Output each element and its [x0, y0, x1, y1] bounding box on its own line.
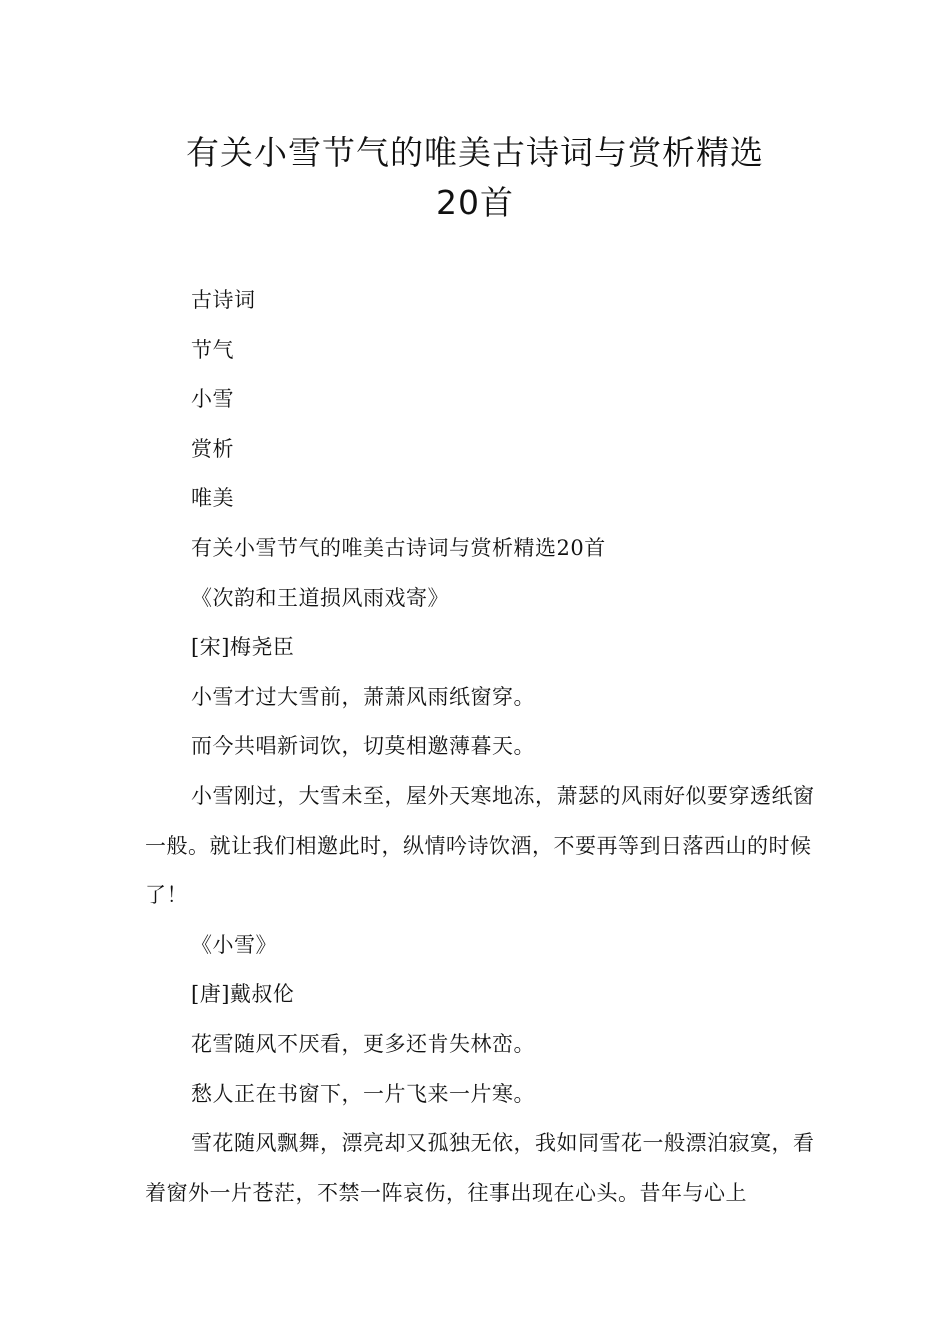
poem-line: 小雪才过大雪前，萧萧风雨纸窗穿。	[191, 684, 535, 709]
keyword-paragraph: 节气	[191, 337, 234, 362]
poem-author: [宋]梅尧臣	[191, 635, 295, 660]
keyword-paragraph: 唯美	[191, 486, 234, 511]
poem-line: 而今共唱新词饮，切莫相邀薄暮天。	[191, 734, 535, 759]
poem-line: 花雪随风不厌看，更多还肯失林峦。	[191, 1031, 535, 1056]
poem-line: 愁人正在书窗下，一片飞来一片寒。	[191, 1081, 535, 1106]
poem-author: [唐]戴叔伦	[191, 982, 295, 1007]
poem-title: 《小雪》	[191, 932, 277, 957]
title-line-2: 20首	[436, 183, 514, 222]
subtitle-paragraph: 有关小雪节气的唯美古诗词与赏析精选20首	[191, 535, 606, 560]
document-title	[100, 128, 850, 228]
poem-title: 《次韵和王道损风雨戏寄》	[191, 585, 449, 610]
poem-analysis: 小雪刚过，大雪未至，屋外天寒地冻，萧瑟的风雨好似要穿透纸窗一般。就让我们相邀此时，纵情吟诗饮酒，不要再等到日落西山的时候了！	[145, 783, 815, 908]
keyword-paragraph: 古诗词	[191, 288, 256, 312]
document-body	[145, 276, 835, 1218]
keyword-paragraph: 小雪	[191, 387, 234, 412]
title-line-1: 有关小雪节气的唯美古诗词与赏析精选	[186, 133, 764, 172]
poem-analysis: 雪花随风飘舞，漂亮却又孤独无依，我如同雪花一般漂泊寂寞，看着窗外一片苍茫，不禁一阵哀伤，往事出现在心头。昔年与心上	[145, 1131, 815, 1205]
keyword-paragraph: 赏析	[191, 436, 234, 461]
